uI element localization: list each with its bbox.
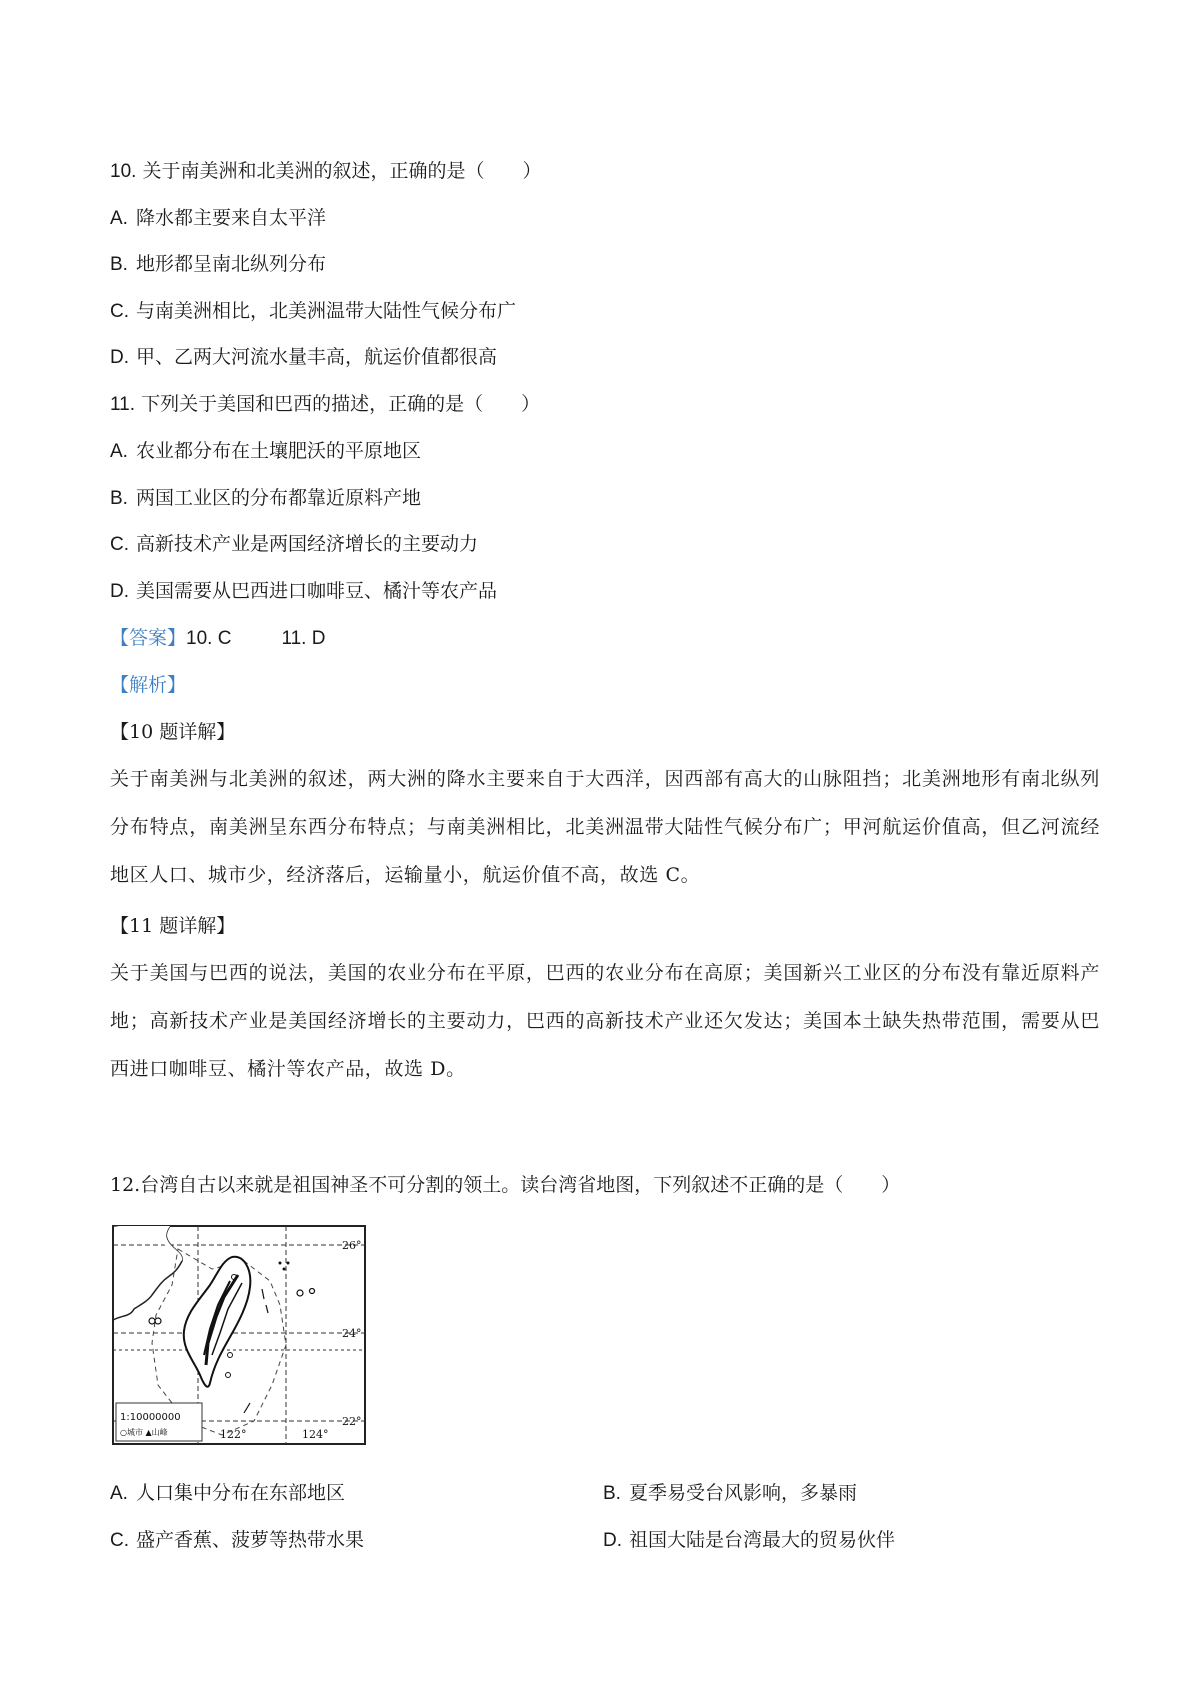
detail11-heading: 【11 题详解】 <box>110 915 236 937</box>
q10-option-c <box>110 298 516 325</box>
lon-label-124: 124° <box>302 1428 329 1441</box>
q11-option-a <box>110 438 421 465</box>
option-letter: B. <box>110 254 128 275</box>
q10-option-d <box>110 344 497 371</box>
option-text: 盛产香蕉、菠萝等热带水果 <box>136 1529 365 1551</box>
option-text: 地形都呈南北纵列分布 <box>136 253 327 275</box>
q12-stem: 12.台湾自古以来就是祖国神圣不可分割的领土。读台湾省地图，下列叙述不正确的是（ ） <box>110 1174 901 1196</box>
detail10-body: 关于南美洲与北美洲的叙述，两大洲的降水主要来自于大西洋，因西部有高大的山脉阻挡；北美洲地形有南北纵列分布特点，南美洲呈东西分布特点；与南美洲相比，北美洲温带大陆性气候分布广；甲河航运价值高，但乙河流经地区人口、城市少，经济落后，运输量小，航运价值不高，故选 C。 <box>110 768 1100 886</box>
q12-option-d <box>603 1527 895 1554</box>
option-text: 农业都分布在土壤肥沃的平原地区 <box>136 440 422 462</box>
q11-stem <box>110 391 540 418</box>
q11-option-b <box>110 485 421 512</box>
map-scale: 1:10000000 <box>120 1412 181 1423</box>
answer-10: 10. C <box>186 628 232 649</box>
q11-number: 11. <box>110 394 136 415</box>
detail10-heading: 【10 题详解】 <box>110 721 236 743</box>
map-legend: ○城市 ▲山峰 <box>120 1428 168 1437</box>
option-text: 两国工业区的分布都靠近原料产地 <box>136 487 422 509</box>
option-letter: C. <box>110 301 129 322</box>
option-letter: A. <box>110 1483 128 1504</box>
option-text: 人口集中分布在东部地区 <box>136 1482 346 1504</box>
option-letter: C. <box>110 1530 129 1551</box>
option-text: 降水都主要来自太平洋 <box>136 207 327 229</box>
option-text: 祖国大陆是台湾最大的贸易伙伴 <box>629 1529 896 1551</box>
option-letter: D. <box>110 347 129 368</box>
option-text: 夏季易受台风影响，多暴雨 <box>629 1482 858 1504</box>
q11-option-d <box>110 578 497 605</box>
option-letter: D. <box>603 1530 622 1551</box>
option-letter: A. <box>110 208 128 229</box>
option-text: 与南美洲相比，北美洲温带大陆性气候分布广 <box>136 300 517 322</box>
option-text: 美国需要从巴西进口咖啡豆、橘汁等农产品 <box>136 580 498 602</box>
answer-11: 11. D <box>281 628 326 649</box>
answer-label: 【答案】 <box>110 627 187 649</box>
q10-stem <box>110 158 541 185</box>
option-text: 甲、乙两大河流水量丰高，航运价值都很高 <box>136 346 498 368</box>
detail11-body: 关于美国与巴西的说法，美国的农业分布在平原，巴西的农业分布在高原；美国新兴工业区的分布没有靠近原料产地；高新技术产业是美国经济增长的主要动力，巴西的高新技术产业还欠发达；美国本土缺失热带范围，需要从巴西进口咖啡豆、橘汁等农产品，故选 D。 <box>110 962 1100 1080</box>
q11-option-c <box>110 531 478 558</box>
option-letter: C. <box>110 534 129 555</box>
q10-option-b <box>110 251 326 278</box>
lat-label-22: 22° <box>342 1415 362 1428</box>
option-letter: D. <box>110 581 129 602</box>
lon-label-122: 122° <box>220 1428 247 1441</box>
option-text: 高新技术产业是两国经济增长的主要动力 <box>136 533 479 555</box>
q10-stem-text: 关于南美洲和北美洲的叙述，正确的是（ ） <box>142 160 542 182</box>
q12-option-c <box>110 1527 364 1554</box>
q12-option-a <box>110 1480 345 1507</box>
analysis-label: 【解析】 <box>110 674 187 696</box>
q12-option-b <box>603 1480 857 1507</box>
lat-label-26: 26° <box>342 1239 362 1252</box>
q10-option-a <box>110 205 326 232</box>
taiwan-map <box>112 1225 366 1445</box>
q11-stem-text: 下列关于美国和巴西的描述，正确的是（ ） <box>141 393 541 415</box>
q10-number: 10. <box>110 161 137 182</box>
option-letter: A. <box>110 441 128 462</box>
option-letter: B. <box>603 1483 621 1504</box>
lat-label-24: 24° <box>342 1327 362 1340</box>
option-letter: B. <box>110 488 128 509</box>
answer-line <box>110 625 325 652</box>
